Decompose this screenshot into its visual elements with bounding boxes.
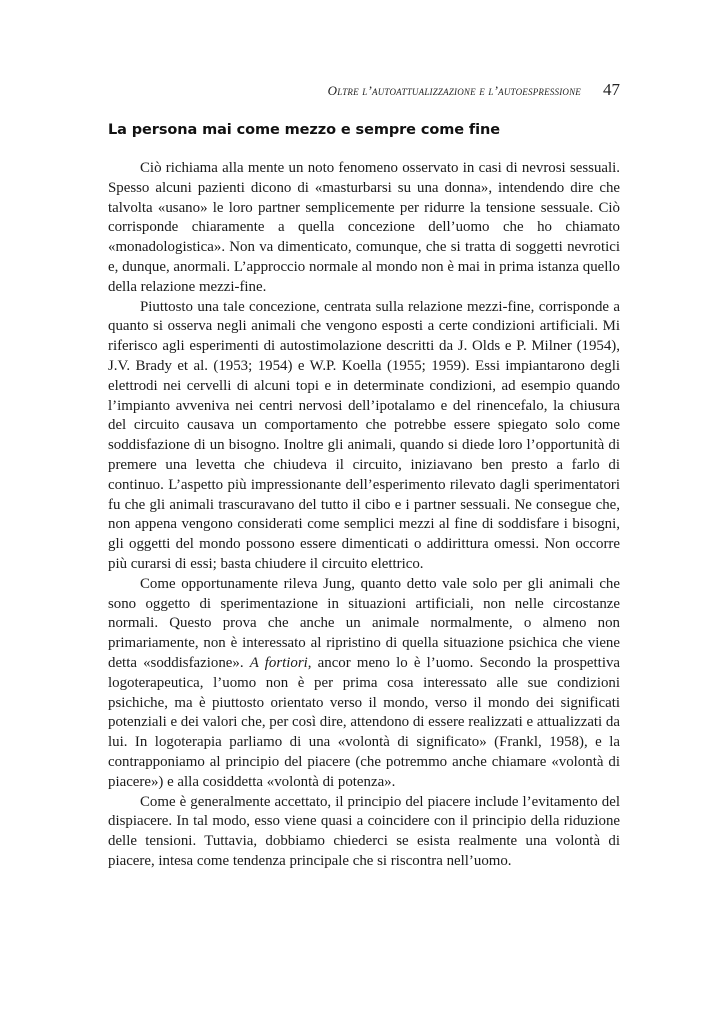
running-header <box>108 80 620 104</box>
paragraph-1: Ciò richiama alla mente un noto fenomeno osservato in casi di nevrosi sessuali. Spesso alcuni pazienti dicono di «masturbarsi su una donna», intendendo dire che talvolta «usano» le loro partner semplicemente per ridurre la tensione sessuale. Ciò corrisponde chiaramente a quella concezione dell’uomo che ho chiamato «monadologistica». Non va dimenticato, comunque, che si tratta di soggetti nevrotici e, dunque, anormali. L’approccio normale al mondo non è mai in prima istanza quello della relazione mezzi-fine. <box>108 160 620 295</box>
section-title: La persona mai come mezzo e sempre come fine <box>108 122 500 138</box>
paragraph-3-italic: A fortiori <box>249 654 308 671</box>
body-text <box>108 159 620 872</box>
paragraph-3 <box>108 575 620 793</box>
paragraph-3-part-2: , ancor meno lo è l’uomo. Secondo la prospettiva logoterapeutica, l’uomo non è per prima cosa interessato alle sue condizioni psichiche, ma è piuttosto orientato verso il mondo, verso il mondo dei significati potenziali e dei valori che, per così dire, attendono di essere realizzati e attualizzati da lui. In logoterapia parliamo di una «volontà di significato» (Frankl, 1958), e la contrapponiamo al principio del piacere (che potremmo anche chiamare «volontà di piacere») e alla cosiddetta «volontà di potenza». <box>108 654 621 790</box>
paragraph-4: Come è generalmente accettato, il principio del piacere include l’evitamento del dispiacere. In tal modo, esso viene quasi a coincidere con il principio della riduzione delle tensioni. Tuttavia, dobbiamo chiederci se esista realmente una volontà di piacere, intesa come tendenza principale che si riscontra nell’uomo. <box>108 793 620 869</box>
paragraph-3-part-1: Come opportunamente rileva Jung, quanto detto vale solo per gli animali che sono oggetto di sperimentazione in situazioni artificiali, non nelle circostanze normali. Questo prova che anche un animale normalmente, o almeno non primariamente, non è interessato al ripristino di quella situazione psichica che viene detta «soddisfazione». <box>108 575 620 671</box>
running-title: Oltre l’autoattualizzazione e l’autoespressione <box>327 83 581 98</box>
paragraph-2: Piuttosto una tale concezione, centrata sulla relazione mezzi-fine, corrisponde a quanto si osserva negli animali che vengono esposti a certe condizioni artificiali. Mi riferisco agli esperimenti di autostimolazione descritti da J. Olds e P. Milner (1954), J.V. Brady et al. (1953; 1954) e W.P. Koella (1955; 1959). Essi impiantarono degli elettrodi nei cervelli di alcuni topi e in determinate condizioni, ad esempio quando l’impianto avveniva nei centri nervosi dell’ipotalamo e del rinencefalo, la chiusura del circuito causava un comportamento che potrebbe essere spiegato solo come soddisfazione di un bisogno. Inoltre gli animali, quando si diede loro l’opportunità di premere una levetta che chiudeva il circuito, iniziavano ben presto a farlo di continuo. L’aspetto più impressionante dell’esperimento rilevato dagli sperimentatori fu che gli animali trascuravano del tutto il cibo e i partner sessuali. Ne consegue che, non appena vengono considerati come semplici mezzi al fine di soddisfare i bisogni, gli oggetti del mondo possono essere dimenticati o addirittura omessi. Non occorre più curarsi di essi; basta chiudere il circuito elettrico. <box>108 298 620 572</box>
page-number: 47 <box>603 80 620 99</box>
